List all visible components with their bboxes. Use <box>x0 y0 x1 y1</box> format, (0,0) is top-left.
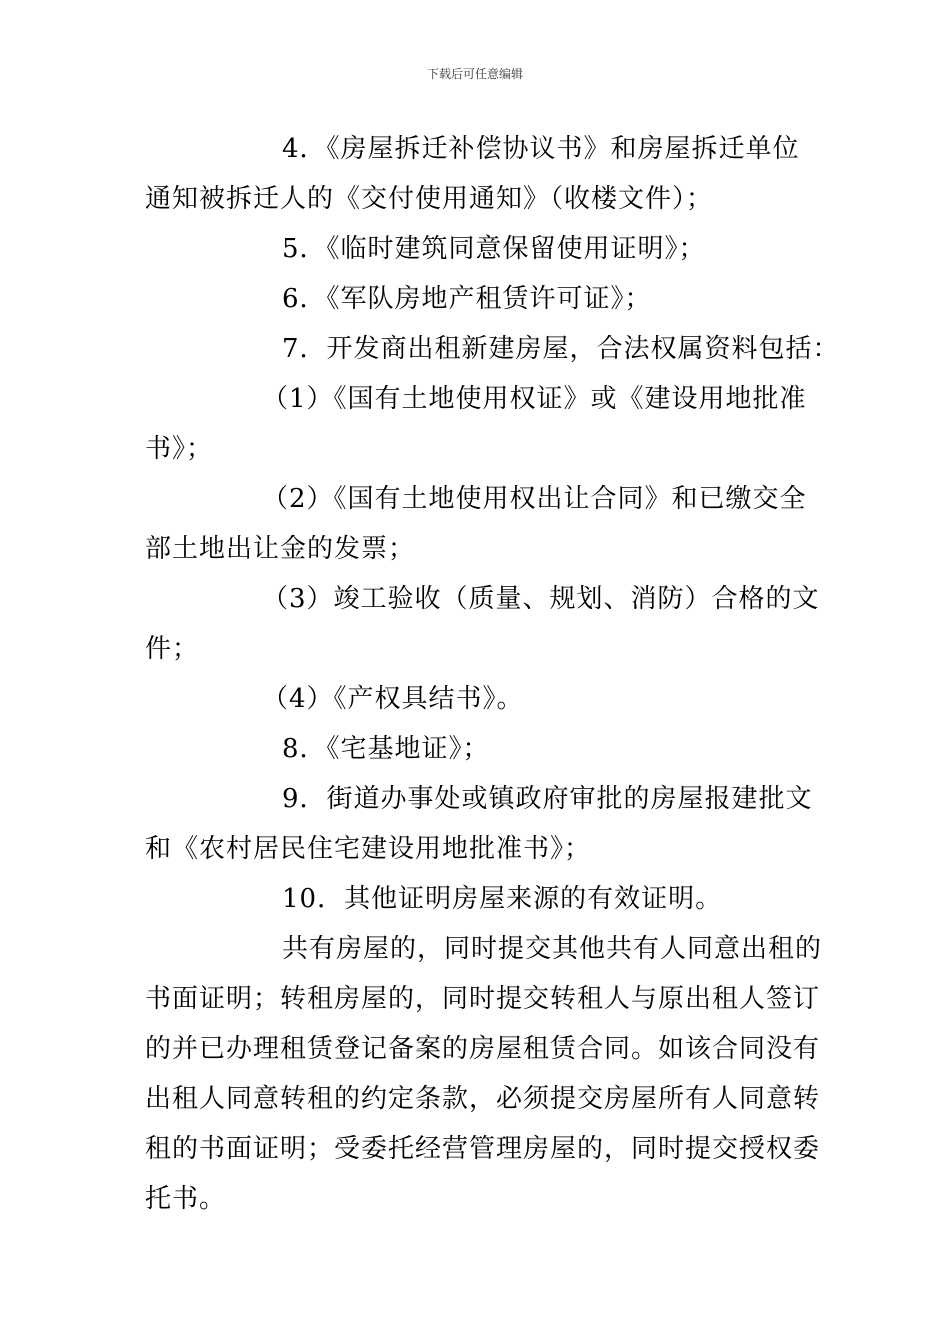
text-line: 托书。 <box>145 1184 227 1214</box>
page-header: 下载后可任意编辑 <box>426 67 523 81</box>
text-line: （2）《国有土地使用权出让合同》和已缴交全 <box>262 484 807 514</box>
text-line: 共有房屋的，同时提交其他共有人同意出租的 <box>282 934 823 964</box>
text-line: 和《农村居民住宅建设用地批准书》； <box>145 834 592 864</box>
text-line: 8．《宅基地证》； <box>282 734 490 764</box>
text-line: 10．其他证明房屋来源的有效证明。 <box>282 884 723 914</box>
text-line: 6．《军队房地产租赁许可证》； <box>282 284 652 314</box>
text-line: 租的书面证明；受委托经营管理房屋的，同时提交授权委 <box>145 1134 821 1164</box>
text-line: （1）《国有土地使用权证》或《建设用地批准 <box>262 384 807 414</box>
text-line: 书面证明；转租房屋的，同时提交转租人与原出租人签订 <box>145 984 821 1014</box>
text-line: 书》； <box>145 434 214 464</box>
text-line: （4）《产权具结书》。 <box>262 684 524 714</box>
text-line: 9．街道办事处或镇政府审批的房屋报建批文 <box>282 784 813 814</box>
text-line: 通知被拆迁人的《交付使用通知》（收楼文件）； <box>145 184 714 214</box>
text-line: 的并已办理租赁登记备案的房屋租赁合同。如该合同没有 <box>145 1034 821 1064</box>
text-line: 出租人同意转租的约定条款，必须提交房屋所有人同意转 <box>145 1084 821 1114</box>
text-line: （3）竣工验收（质量、规划、消防）合格的文 <box>262 584 820 614</box>
text-line: 7．开发商出租新建房屋，合法权属资料包括： <box>282 334 840 364</box>
text-line: 件； <box>145 634 200 664</box>
text-line: 4．《房屋拆迁补偿协议书》和房屋拆迁单位 <box>282 134 800 164</box>
text-line: 部土地出让金的发票； <box>145 534 416 564</box>
text-line: 5．《临时建筑同意保留使用证明》； <box>282 234 706 264</box>
